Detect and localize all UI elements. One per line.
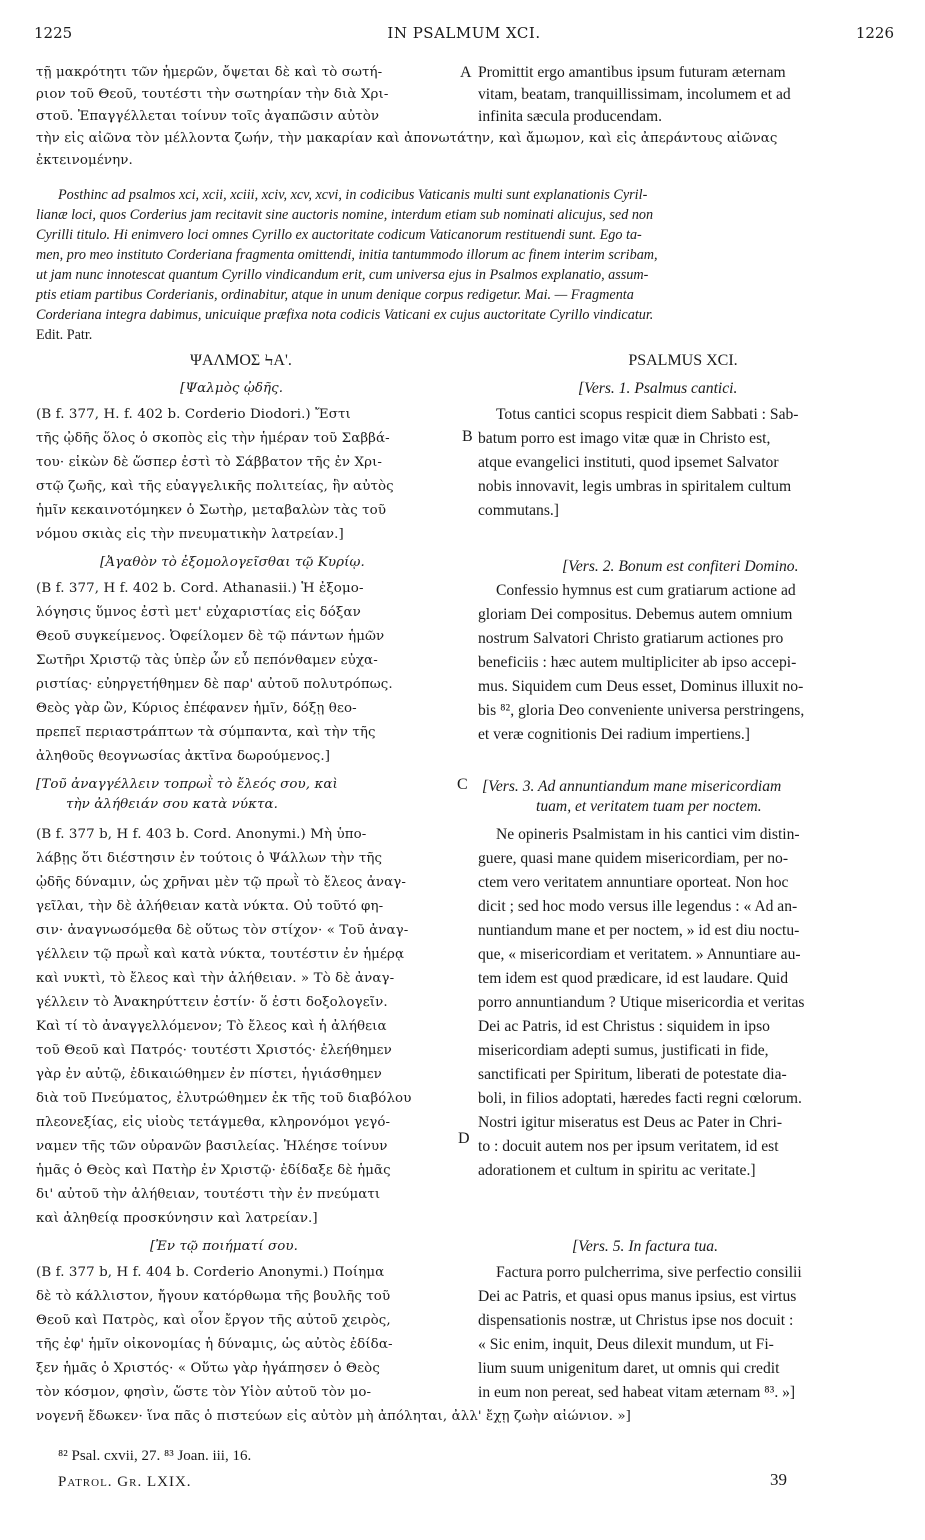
text-line: dicit ; sed hoc modo versus ille legendus : « Ad an- xyxy=(478,898,798,915)
text-line: (B f. 377 b, H f. 404 b. Corderio Anonymi.) Ποίημα xyxy=(36,1265,385,1280)
text-line: lium suum unigenitum daret, ut omnis qui credit xyxy=(478,1360,780,1377)
text-line: σιν· ἀναγνωσόμεθα δὲ οὕτως τὸν στίχον· « Τοῦ ἀναγ- xyxy=(36,923,409,938)
text-line: τὴν εἰς αἰῶνα τὸν μέλλοντα ζωήν, τὴν μακαρίαν καὶ ἀπονωτάτην, καὶ ἄμωμον, καὶ εἰς ἀπεράντους αἰῶνας xyxy=(36,131,778,146)
text-line: γεῖλαι, τὴν δὲ ἀλήθειαν κατὰ νύκτα. Οὐ τοῦτό φη- xyxy=(36,899,384,914)
text-line: λόγησις ὕμνος ἐστὶ μετ' εὐχαριστίας εἰς δόξαν xyxy=(36,605,361,620)
text-line: mus. Siquidem cum Deus esset, Dominus illuxit no- xyxy=(478,678,804,695)
text-line: ἡμῖν κεκαινοτόμηκεν ὁ Σωτὴρ, μεταβαλὼν τὰς τοῦ xyxy=(36,503,387,518)
text-line: Totus cantici scopus respicit diem Sabbati : Sab- xyxy=(496,406,799,423)
text-line: δι' αὐτοῦ τὴν ἀλήθειαν, τουτέστι τὴν ἐν πνεύματι xyxy=(36,1187,381,1202)
text-line: λάβῃς ὅτι διέστησιν ἐν τούτοις ὁ Ψάλλων τὴν τῆς xyxy=(36,851,383,866)
text-line: τοῦ Θεοῦ καὶ Πατρός· τουτέστι Χριστός· ἐλεήθημεν xyxy=(36,1043,392,1058)
column-number-right: 1226 xyxy=(855,24,894,42)
text-line: nostrum Salvatori Christo gratiarum actiones pro xyxy=(478,630,784,647)
text-line: boli, in filios adoptati, hæredes facti regni cœlorum. xyxy=(478,1090,802,1107)
text-line: et veræ cognitionis Dei radium impertiens.] xyxy=(478,726,750,743)
text-line: atque evangelici instituti, quod ipsemet Salvator xyxy=(478,454,779,471)
text-line: ἐκτεινομένην. xyxy=(36,153,133,168)
text-line: του· εἰκὼν δὲ ὥσπερ ἐστὶ τὸ Σάββατον τῆς ἐν Χρι- xyxy=(36,455,383,470)
note-line: ut jam nunc innotescat quantum Cyrillo vindicandum erit, cum universa ejus in Psalmos explanatio, assum- xyxy=(36,267,649,283)
text-line: (B f. 377, H. f. 402 b. Corderio Diodori.) Ἔστι xyxy=(36,407,351,422)
verse-heading: [Vers. 5. In factura tua. xyxy=(572,1238,718,1255)
text-line: Θεὸς γὰρ ὢν, Κύριος ἐπέφανεν ἡμῖν, δόξῃ θεο- xyxy=(36,701,357,716)
text-line: διὰ τοῦ Πνεύματος, ἐλυτρώθημεν ἐκ τῆς τοῦ διαβόλου xyxy=(36,1091,412,1106)
text-line: commutans.] xyxy=(478,502,559,519)
text-line: Καὶ τί τὸ ἀναγγελλόμενον; Τὸ ἔλεος καὶ ἡ ἀλήθεια xyxy=(36,1019,387,1034)
footnotes: ⁸² Psal. cxvii, 27. ⁸³ Joan. iii, 16. xyxy=(58,1448,252,1464)
note-line: Edit. Patr. xyxy=(36,327,93,343)
text-line: γέλλειν τὸ Ἀνακηρύττειν ἐστίν· ὅ ἐστι δοξολογεῖν. xyxy=(36,995,388,1010)
text-line: ξεν ἡμᾶς ὁ Χριστός· « Οὕτω γὰρ ἠγάπησεν ὁ Θεὸς xyxy=(36,1361,380,1376)
text-line: misericordiam adepti sumus, justificati in fide, xyxy=(478,1042,769,1059)
text-line: adorationem et cultum in spiritu ac veritate.] xyxy=(478,1162,756,1179)
text-line: στοῦ. Ἐπαγγέλλεται τοίνυν τοῖς ἀγαπῶσιν αὐτὸν xyxy=(36,109,380,124)
note-line: ptis etiam partibus Corderianis, ordinabitur, atque in unum denique corpus redigetur. Mai. — Fragmenta xyxy=(36,287,634,303)
text-line: Dei ac Patris, et quasi opus manus ipsius, est virtus xyxy=(478,1288,797,1305)
text-line: ριον τοῦ Θεοῦ, τουτέστι τὴν σωτηρίαν τὴν διὰ Χρι- xyxy=(36,87,389,102)
verse-heading: tuam, et veritatem tuam per noctem. xyxy=(536,798,762,815)
verse-heading: [Ἐν τῷ ποιήματί σου. xyxy=(150,1239,299,1254)
text-line: δὲ τὸ κάλλιστον, ἤγουν κατόρθωμα τῆς βουλῆς τοῦ xyxy=(36,1289,391,1304)
text-line: tem idem est quod prædicare, id est laudare. Quid xyxy=(478,970,789,987)
text-line: στῷ ζωῆς, καὶ τῆς εὐαγγελικῆς πολιτείας, ἣν αὐτὸς xyxy=(36,479,394,494)
text-line: batum porro est imago vitæ quæ in Christo est, xyxy=(478,430,771,447)
running-title: IN PSALMUM XCI. xyxy=(387,24,541,42)
text-line: sanctificati per Spiritum, liberati de potestate dia- xyxy=(478,1066,787,1083)
note-line: men, pro meo instituto Corderiana fragmenta omittendi, initia tantummodo illorum ac finem interim scribam, xyxy=(36,247,658,263)
margin-marker-d: D xyxy=(458,1130,470,1147)
page-number: 39 xyxy=(770,1470,787,1489)
page-header xyxy=(34,24,894,50)
text-line: τὸν κόσμον, φησὶν, ὥστε τὸν Υἱὸν αὐτοῦ τὸν μο- xyxy=(36,1385,372,1400)
text-line: Factura porro pulcherrima, sive perfectio consilii xyxy=(496,1264,802,1281)
text-line: νογενῆ ἔδωκεν· ἵνα πᾶς ὁ πιστεύων εἰς αὐτὸν μὴ ἀπόληται, ἀλλ' ἔχῃ ζωὴν αἰώνιον. »] xyxy=(36,1409,631,1424)
text-line: ᾠδῆς δύναμιν, ὡς χρῆναι μὲν τῷ πρωῒ τὸ ἔλεος ἀναγ- xyxy=(36,875,406,890)
text-line: Θεοῦ καὶ Πατρὸς, καὶ οἷον ἔργον τῆς αὐτοῦ χειρὸς, xyxy=(36,1313,391,1328)
text-line: πλεονεξίας, εἰς υἱοὺς τετάγμεθα, κληρονόμοι γεγό- xyxy=(36,1115,391,1130)
text-line: καὶ νυκτὶ, τὸ ἔλεος καὶ τὴν ἀλήθειαν. » Τὸ δὲ ἀναγ- xyxy=(36,971,395,986)
text-line: infinita sæcula producendam. xyxy=(478,108,663,125)
margin-marker-a: A xyxy=(460,64,472,81)
verse-heading: τὴν ἀλήθειάν σου κατὰ νύκτα. xyxy=(66,797,279,812)
text-line: τῆς ᾠδῆς ὅλος ὁ σκοπὸς εἰς τὴν ἡμέραν τοῦ Σαββά- xyxy=(36,431,390,446)
text-line: bis ⁸², gloria Deo conveniente universa perstringens, xyxy=(478,702,805,719)
text-line: Ne opineris Psalmistam in his cantici vim distin- xyxy=(496,826,800,843)
verse-heading: [Vers. 2. Bonum est confiteri Domino. xyxy=(562,558,799,575)
verse-heading: [Vers. 3. Ad annuntiandum mane misericordiam xyxy=(482,778,782,795)
text-line: ctem vero veritatem annuntiare oporteat. Non hoc xyxy=(478,874,789,891)
text-line: Nostri igitur miseratus est Deus ac Pater in Chri- xyxy=(478,1114,783,1131)
text-line: ναμεν τῆς τῶν οὐρανῶν βασιλείας. Ἠλέησε τοίνυν xyxy=(36,1139,388,1154)
text-line: beneficiis : hæc autem multipliciter ab ipso accepi- xyxy=(478,654,797,671)
text-line: Promittit ergo amantibus ipsum futuram æternam xyxy=(478,64,786,81)
text-line: que, « misericordiam et veritatem. » Annuntiare au- xyxy=(478,946,801,963)
text-line: (B f. 377, H f. 402 b. Cord. Athanasii.) Ἡ ἐξομο- xyxy=(36,581,364,596)
verse-heading: [Ψαλμὸς ᾠδῆς. xyxy=(180,381,284,396)
text-line: nuntiandum mane et per noctem, » id est diu noctu- xyxy=(478,922,800,939)
note-line: Corderiana integra dabimus, unicuique præfixa nota codicis Vaticani ex cujus auctoritate Cyrillo vindicatur. xyxy=(36,307,654,323)
text-line: Dei ac Patris, id est Christus : siquidem in ipso xyxy=(478,1018,770,1035)
text-line: in eum non pereat, sed habeat vitam æternam ⁸³. »] xyxy=(478,1384,796,1401)
margin-marker-c: C xyxy=(457,776,468,793)
greek-psalm-title: ΨΑΛΜΟΣ ϞΑ'. xyxy=(190,352,292,369)
text-line: τῇ μακρότητι τῶν ἡμερῶν, ὄψεται δὲ καὶ τὸ σωτή- xyxy=(36,65,383,80)
text-line: to : docuit autem nos per ipsum veritatem, id est xyxy=(478,1138,779,1155)
text-line: porro annuntiandum ? Utique misericordia et veritas xyxy=(478,994,805,1011)
verse-heading: [Τοῦ ἀναγγέλλειν τοπρωῒ τὸ ἔλεός σου, καὶ xyxy=(36,777,338,792)
text-line: dispensationis nostræ, ut Christus ipse nos docuit : xyxy=(478,1312,794,1329)
margin-marker-b: B xyxy=(462,428,473,445)
verse-heading: [Ἀγαθὸν τὸ ἐξομολογεῖσθαι τῷ Κυρίῳ. xyxy=(100,555,365,570)
text-line: Σωτῆρι Χριστῷ τὰς ὑπὲρ ὧν εὖ πεπόνθαμεν εὐχα- xyxy=(36,653,378,668)
note-line: Cyrilli titulo. Hi enimvero loci omnes Cyrillo ex auctoritate codicum Vaticanorum restituendi sunt. Ego ta- xyxy=(36,227,642,243)
text-line: Confessio hymnus est cum gratiarum actione ad xyxy=(496,582,796,599)
text-line: ριστίας· εὐηργετήθημεν δὲ παρ' αὐτοῦ πολυτρόπως. xyxy=(36,677,393,692)
text-line: καὶ ἀληθείᾳ προσκύνησιν καὶ λατρείαν.] xyxy=(36,1211,318,1226)
text-line: πρεπεῖ περιαστράπτων τὰ σύμπαντα, καὶ τὴν τῆς xyxy=(36,725,376,740)
text-line: τῆς ἐφ' ἡμῖν οἰκονομίας ἡ δύναμις, ὡς αὐτὸς ἐδίδα- xyxy=(36,1337,393,1352)
text-line: γὰρ ἐν αὐτῷ, ἐδικαιώθημεν ἐν πίστει, ἡγιάσθημεν xyxy=(36,1067,382,1082)
text-line: guere, quasi mane quidem misericordiam, per no- xyxy=(478,850,789,867)
text-line: vitam, beatam, tranquillissimam, incolumem et ad xyxy=(478,86,791,103)
text-line: « Sic enim, inquit, Deus dilexit mundum, ut Fi- xyxy=(478,1336,774,1353)
patrol-signature: Patrol. Gr. LXIX. xyxy=(58,1474,192,1490)
note-line: lianæ loci, quos Corderius jam recitavit sine auctoris nomine, interdum etiam sub nominati alicujus, sed non xyxy=(36,207,654,223)
latin-psalm-title: PSALMUS XCI. xyxy=(628,352,738,369)
text-line: ἀληθοῦς θεογνωσίας ἀκτῖνα δωρούμενος.] xyxy=(36,749,331,764)
text-line: (B f. 377 b, H f. 403 b. Cord. Anonymi.) Μὴ ὑπο- xyxy=(36,827,367,842)
text-line: nobis innovavit, legis umbras in spiritalem cultum xyxy=(478,478,792,495)
verse-heading: [Vers. 1. Psalmus cantici. xyxy=(578,380,738,397)
text-line: γέλλειν τῷ πρωῒ καὶ κατὰ νύκτα, τουτέστιν ἐν ἡμέρᾳ xyxy=(36,947,405,962)
column-number-left: 1225 xyxy=(34,24,73,42)
note-line: Posthinc ad psalmos xci, xcii, xciii, xciv, xcv, xcvi, in codicibus Vaticanis multi sunt explanationis Cyril- xyxy=(58,187,648,203)
text-line: gloriam Dei compositus. Debemus autem omnium xyxy=(478,606,793,623)
text-line: νόμου σκιὰς εἰς τὴν πνευματικὴν λατρείαν.] xyxy=(36,527,344,542)
text-line: ἡμᾶς ὁ Θεὸς καὶ Πατὴρ ἐν Χριστῷ· ἐδίδαξε δὲ ἡμᾶς xyxy=(36,1163,391,1178)
text-line: Θεοῦ συγκείμενος. Ὀφείλομεν δὲ τῷ πάντων ἡμῶν xyxy=(36,629,385,644)
